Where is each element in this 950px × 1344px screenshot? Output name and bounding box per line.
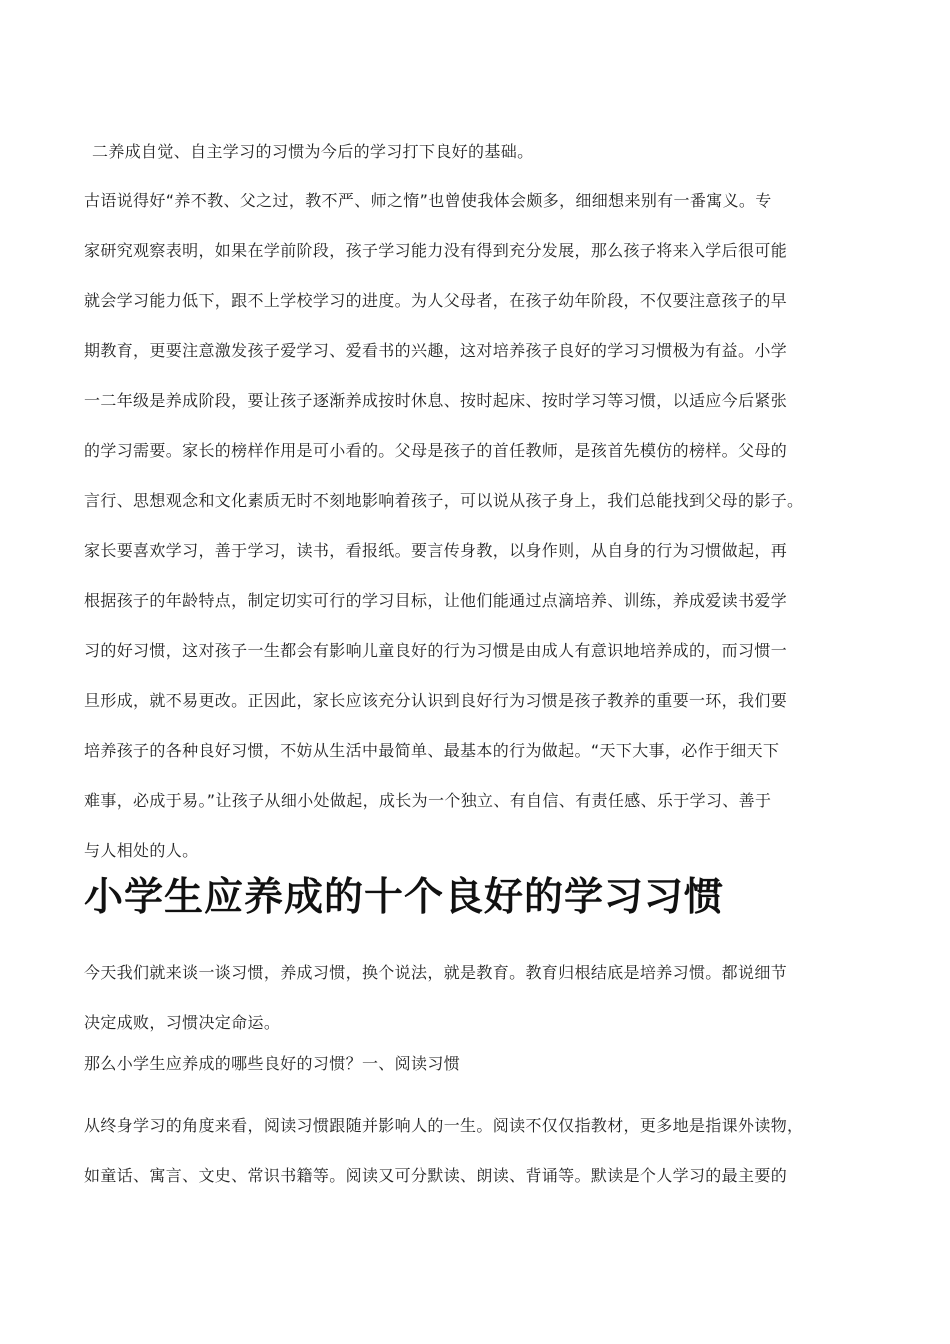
section-heading: 二养成自觉、自主学习的习惯为今后的学习打下良好的基础。 xyxy=(92,142,534,161)
paragraph-line: 如童话、寓言、文史、常识书籍等。阅读又可分默读、朗读、背诵等。默读是个人学习的最主要的 xyxy=(84,1166,788,1185)
paragraph-line: 一二年级是养成阶段，要让孩子逐渐养成按时休息、按时起床、按时学习等习惯，以适应今后紧张 xyxy=(84,391,788,410)
paragraph-line: 言行、思想观念和文化素质无时不刻地影响着孩子，可以说从孩子身上，我们总能找到父母的影子。 xyxy=(84,491,804,510)
paragraph-line: 就会学习能力低下，跟不上学校学习的进度。为人父母者，在孩子幼年阶段，不仅要注意孩子的早 xyxy=(84,291,788,310)
paragraph-line: 与人相处的人。 xyxy=(84,841,199,860)
paragraph-line: 从终身学习的角度来看，阅读习惯跟随并影响人的一生。阅读不仅仅指教材，更多地是指课外读物， xyxy=(84,1116,804,1135)
paragraph-line: 的学习需要。家长的榜样作用是可小看的。父母是孩子的首任教师，是孩首先模仿的榜样。父母的 xyxy=(84,441,788,460)
paragraph-line: 今天我们就来谈一谈习惯，养成习惯，换个说法，就是教育。教育归根结底是培养习惯。都说细节 xyxy=(84,963,788,982)
paragraph-line: 决定成败，习惯决定命运。 xyxy=(84,1013,281,1032)
paragraph-line: 根据孩子的年龄特点，制定切实可行的学习目标，让他们能通过点滴培养、训练，养成爱读书爱学 xyxy=(84,591,788,610)
paragraph-line: 难事，必成于易。”让孩子从细小处做起，成长为一个独立、有自信、有责任感、乐于学习、善于 xyxy=(84,791,772,810)
question-line: 那么小学生应养成的哪些良好的习惯？一、阅读习惯 xyxy=(84,1054,461,1073)
paragraph-line: 家研究观察表明，如果在学前阶段，孩子学习能力没有得到充分发展，那么孩子将来入学后很可能 xyxy=(84,241,788,260)
paragraph-line: 习的好习惯，这对孩子一生都会有影响儿童良好的行为习惯是由成人有意识地培养成的，而习惯一 xyxy=(84,641,788,660)
paragraph-line: 期教育，更要注意激发孩子爱学习、爱看书的兴趣，这对培养孩子良好的学习习惯极为有益。小学 xyxy=(84,341,788,360)
paragraph-line: 古语说得好“养不教、父之过，教不严、师之惰”也曾使我体会颇多，细细想来别有一番寓义。专 xyxy=(84,191,772,210)
paragraph-line: 家长要喜欢学习，善于学习，读书，看报纸。要言传身教，以身作则，从自身的行为习惯做起，再 xyxy=(84,541,788,560)
paragraph-line: 旦形成，就不易更改。正因此，家长应该充分认识到良好行为习惯是孩子教养的重要一环，我们要 xyxy=(84,691,788,710)
paragraph-line: 培养孩子的各种良好习惯，不妨从生活中最简单、最基本的行为做起。“天下大事，必作于细天下 xyxy=(84,741,780,760)
page-title: 小学生应养成的十个良好的学习习惯 xyxy=(84,875,725,920)
